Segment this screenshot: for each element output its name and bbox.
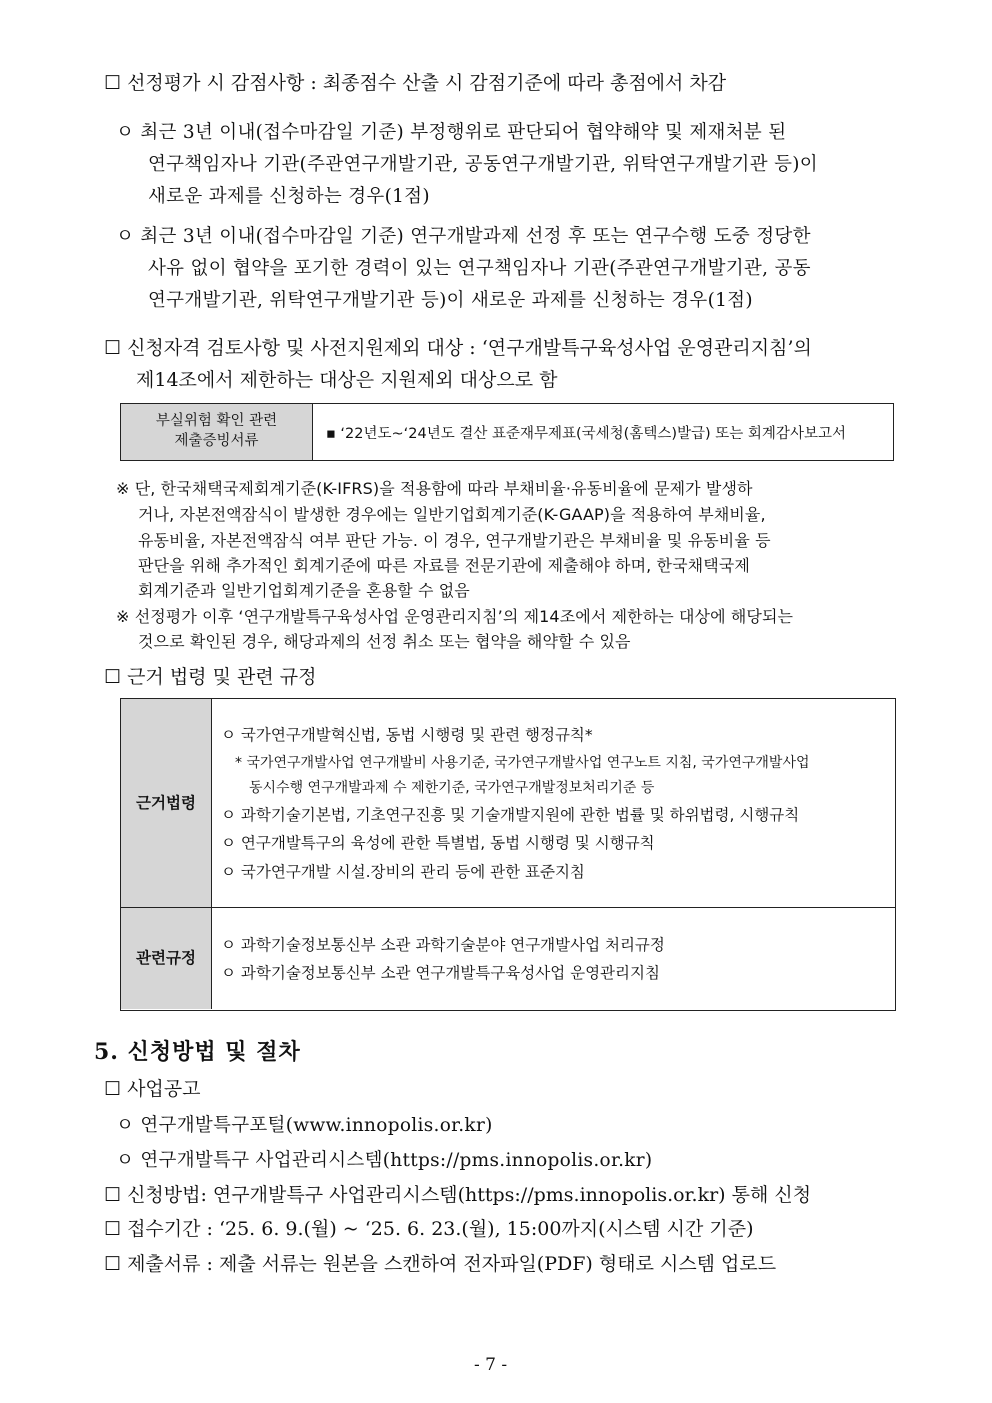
submission-docs: ☐ 제출서류 : 제출 서류는 원본을 스캔하여 전자파일(PDF) 형태로 시스템 업로드 <box>104 1253 777 1275</box>
laws-item-2: ㅇ 과학기술기본법, 기초연구진흥 및 기술개발지원에 관한 법률 및 하위법령, 시행규칙 <box>221 806 800 824</box>
page-number: - 7 - <box>474 1355 508 1375</box>
application-period: ☐ 접수기간 : ‘25. 6. 9.(월) ~ ‘25. 6. 23.(월), 15:00까지(시스템 시간 기준) <box>104 1218 754 1240</box>
laws-row2-label: 관련규정 <box>121 908 212 1009</box>
deduction-bullet2-line2: 사유 없이 협약을 포기한 경력이 있는 연구책임자나 기관(주관연구개발기관, 공동 <box>148 258 811 279</box>
note2-line2: 것으로 확인된 경우, 해당과제의 선정 취소 또는 협약을 해약할 수 있음 <box>138 632 631 651</box>
evidence-docs-label-line1: 부실위험 확인 관련 <box>155 413 278 429</box>
deduction-bullet1-line2: 연구책임자나 기관(주관연구개발기관, 공동연구개발기관, 위탁연구개발기관 등)이 <box>148 154 818 175</box>
eligibility-heading-line1: ☐ 신청자격 검토사항 및 사전지원제외 대상 : ‘연구개발특구육성사업 운영관리지침’의 <box>104 337 812 359</box>
note2-line1: ※ 선정평가 이후 ‘연구개발특구육성사업 운영관리지침’의 제14조에서 제한하는 대상에 해당되는 <box>116 607 794 626</box>
laws-item-4: ㅇ 국가연구개발 시설.장비의 관리 등에 관한 표준지침 <box>221 863 585 881</box>
application-method: ☐ 신청방법: 연구개발특구 사업관리시스템(https://pms.innopolis.or.kr) 통해 신청 <box>104 1184 812 1206</box>
evidence-docs-box <box>120 403 894 461</box>
evidence-docs-label-line2: 제출증빙서류 <box>174 433 259 449</box>
laws-heading: ☐ 근거 법령 및 관련 규정 <box>104 666 317 688</box>
note1-line1: ※ 단, 한국채택국제회계기준(K-IFRS)을 적용함에 따라 부채비율·유동비율에 문제가 발생하 <box>116 479 753 498</box>
laws-table <box>120 698 896 1011</box>
evidence-docs-value: ▪ ‘22년도~‘24년도 결산 표준재무제표(국세청(홈텍스)발급) 또는 회계감사보고서 <box>326 426 846 442</box>
laws-item-1: ㅇ 국가연구개발혁신법, 동법 시행령 및 관련 행정규칙* <box>221 726 593 744</box>
laws-table-divider <box>121 907 895 908</box>
regulation-item-1: ㅇ 과학기술정보통신부 소관 과학기술분야 연구개발사업 처리규정 <box>221 936 665 954</box>
laws-footnote-line2: 동시수행 연구개발과제 수 제한기준, 국가연구개발정보처리기준 등 <box>249 780 655 796</box>
eligibility-heading-line2: 제14조에서 제한하는 대상은 지원제외 대상으로 함 <box>136 369 558 391</box>
regulation-item-2: ㅇ 과학기술정보통신부 소관 연구개발특구육성사업 운영관리지침 <box>221 964 660 982</box>
note1-line5: 회계기준과 일반기업회계기준을 혼용할 수 없음 <box>138 581 470 600</box>
deduction-bullet2-line3: 연구개발기관, 위탁연구개발기관 등)이 새로운 과제를 신청하는 경우(1점) <box>148 290 753 311</box>
notice-heading: ☐ 사업공고 <box>104 1078 201 1100</box>
notice-item-portal: ㅇ 연구개발특구포털(www.innopolis.or.kr) <box>116 1115 493 1136</box>
deduction-bullet1-line3: 새로운 과제를 신청하는 경우(1점) <box>148 186 430 207</box>
deduction-bullet1-line1: ㅇ 최근 3년 이내(접수마감일 기준) 부정행위로 판단되어 협약해약 및 제재처분 된 <box>116 122 787 143</box>
note1-line4: 판단을 위해 추가적인 회계기준에 따른 자료를 전문기관에 제출해야 하며, 한국채택국제 <box>138 556 750 575</box>
laws-footnote-line1: * 국가연구개발사업 연구개발비 사용기준, 국가연구개발사업 연구노트 지침, 국가연구개발사업 <box>235 755 810 771</box>
evidence-docs-label <box>121 404 313 460</box>
note1-line2: 거나, 자본전액잠식이 발생한 경우에는 일반기업회계기준(K-GAAP)을 적용하여 부채비율, <box>138 505 766 524</box>
laws-item-3: ㅇ 연구개발특구의 육성에 관한 특별법, 동법 시행령 및 시행규칙 <box>221 834 655 852</box>
deduction-bullet2-line1: ㅇ 최근 3년 이내(접수마감일 기준) 연구개발과제 선정 후 또는 연구수행 도중 정당한 <box>116 226 811 247</box>
note1-line3: 유동비율, 자본전액잠식 여부 판단 가능. 이 경우, 연구개발기관은 부채비율 및 유동비율 등 <box>138 531 771 550</box>
notice-item-pms: ㅇ 연구개발특구 사업관리시스템(https://pms.innopolis.or.kr) <box>116 1150 653 1171</box>
laws-row1-label: 근거법령 <box>121 699 212 907</box>
section5-title: 5. 신청방법 및 절차 <box>94 1039 301 1065</box>
deduction-heading: ☐ 선정평가 시 감점사항 : 최종점수 산출 시 감점기준에 따라 총점에서 차감 <box>104 72 727 94</box>
